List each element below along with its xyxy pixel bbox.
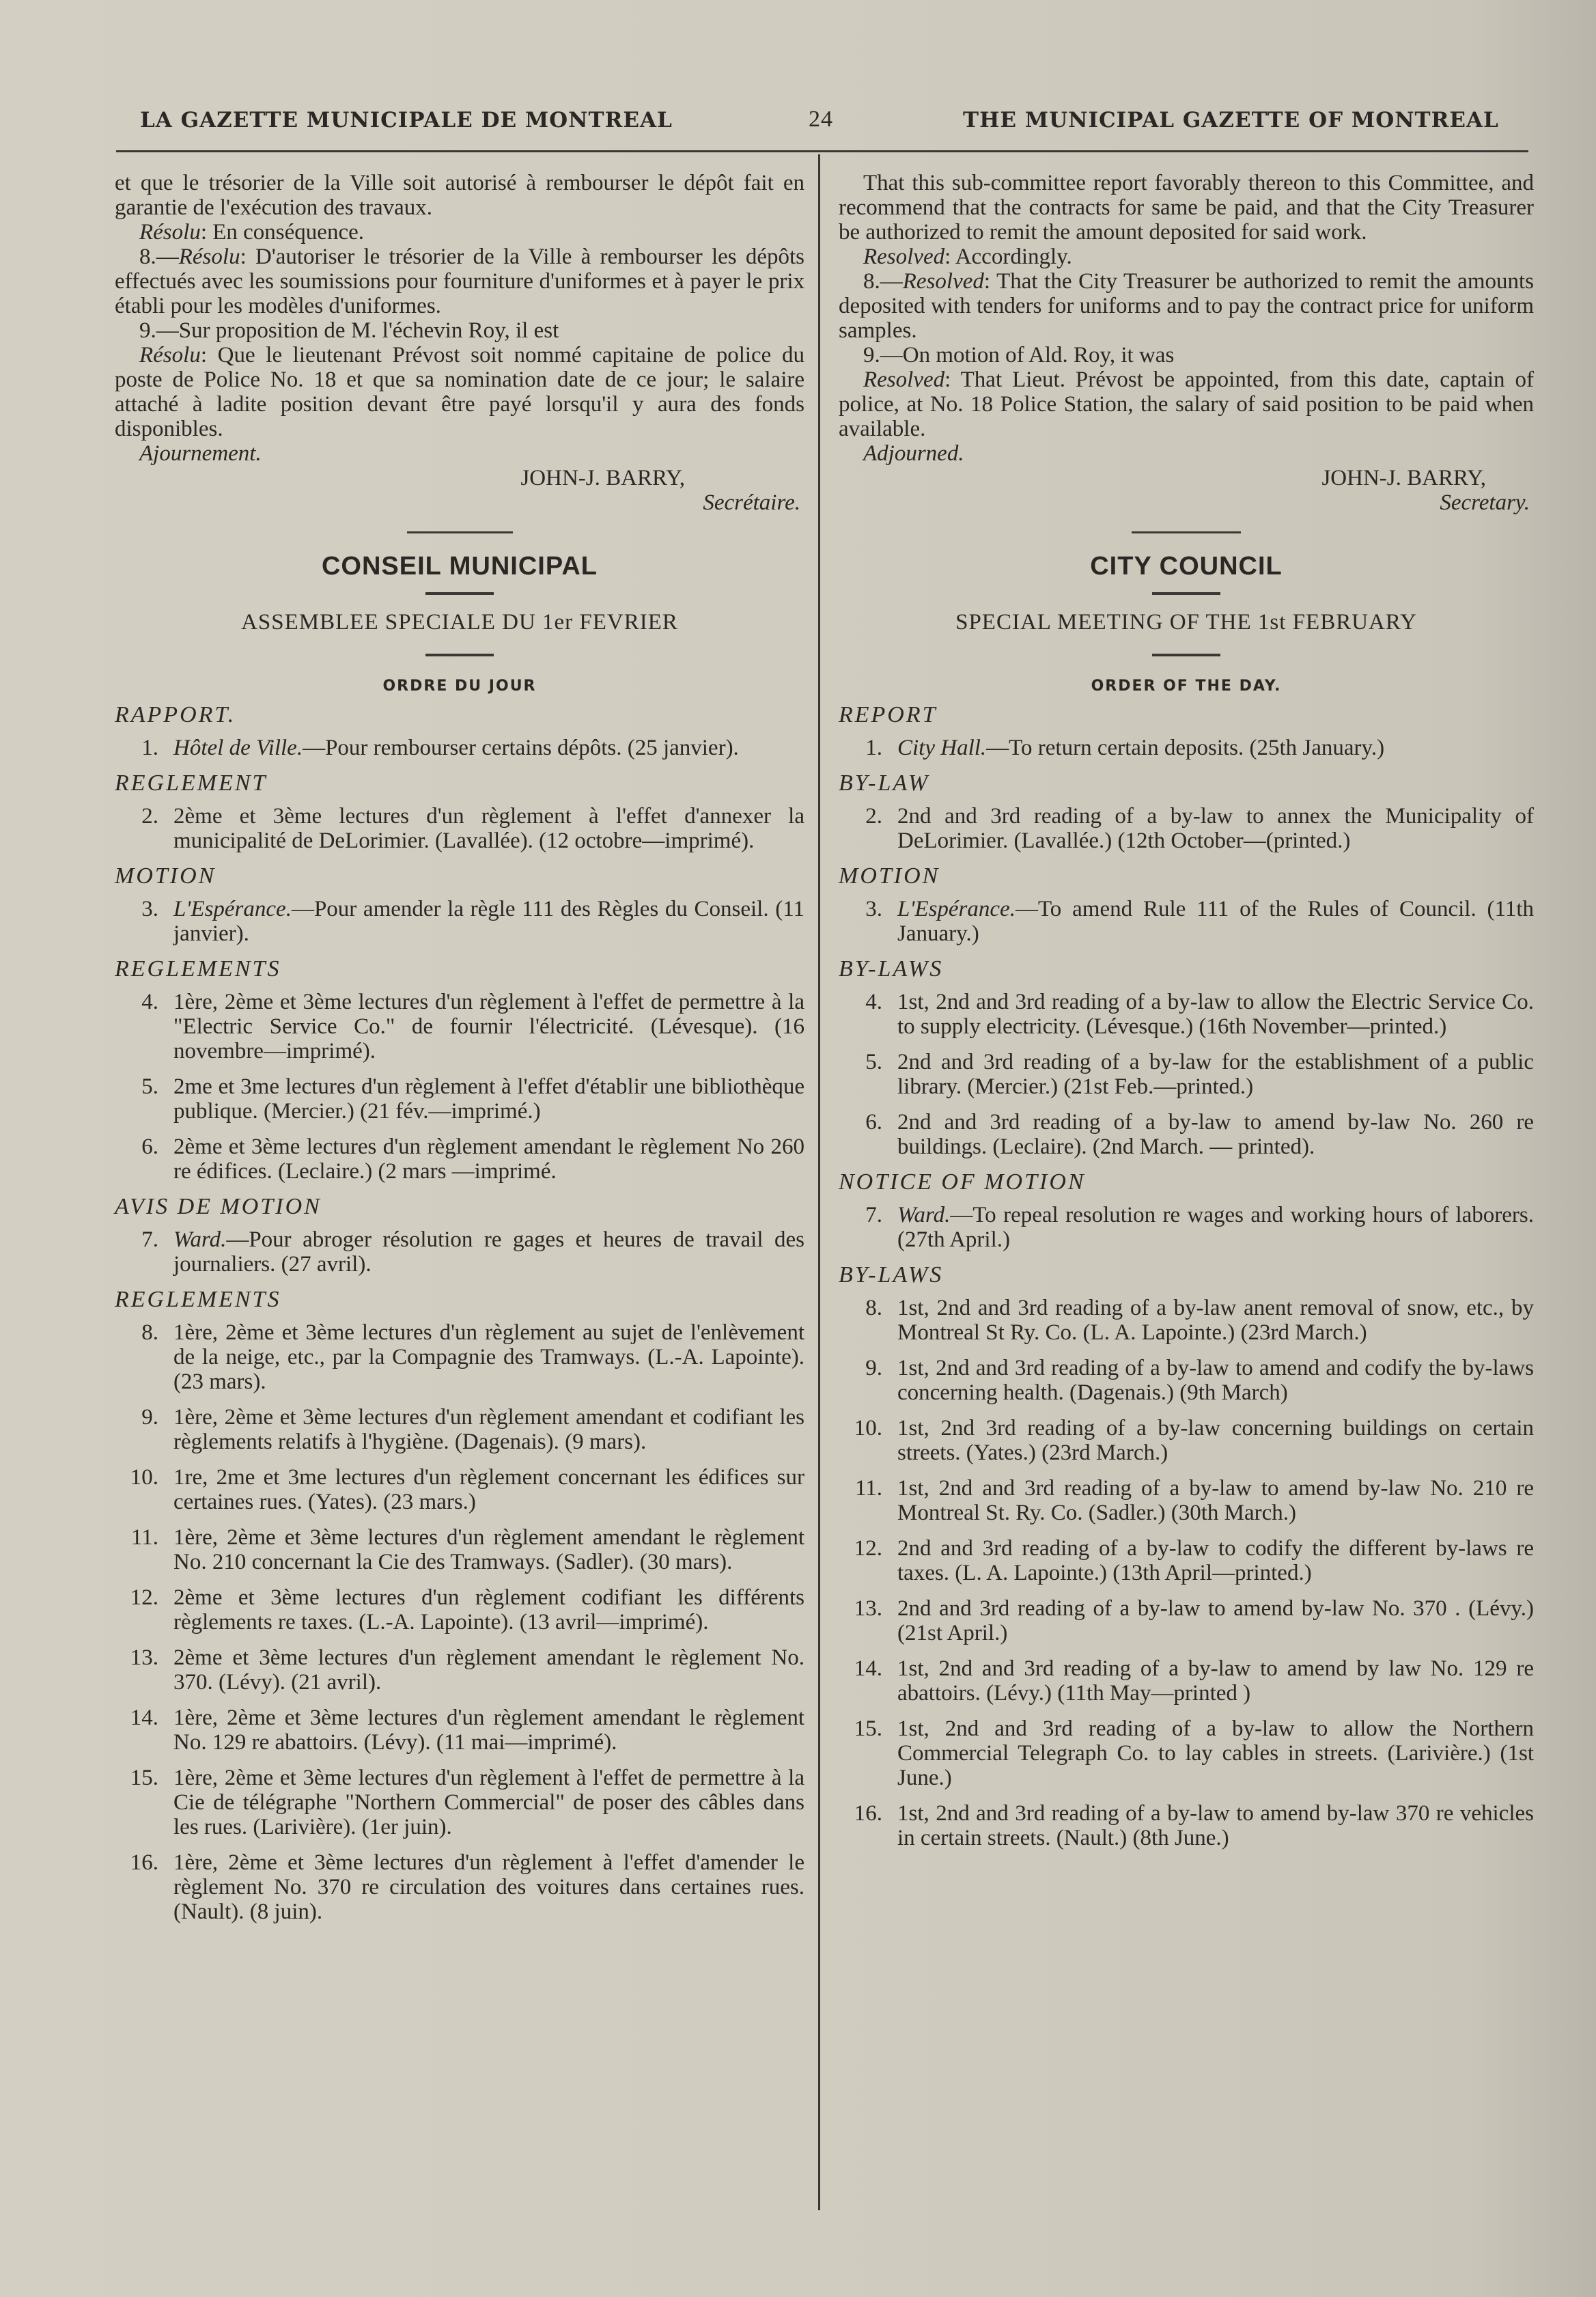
fr-item-body: 2me et 3me lectures d'un règlement à l'effet d'établir une bibliothèque publique. (Mercier.) (21 fév.—imprimé.) xyxy=(173,1074,804,1124)
fr-item-text xyxy=(173,1766,804,1839)
en-item-number: 13. xyxy=(854,1596,882,1621)
fr-item-body: 1ère, 2ème et 3ème lectures d'un règlement à l'effet de permettre à la Cie de télégraphe "Northern Commercial" de poser des câbles dans les rues. (Larivière). (1er juin). xyxy=(173,1766,804,1839)
en-item-body: 1st, 2nd and 3rd reading of a by-law to allow the Electric Service Co. to supply electricity. (Lévesque.) (16th November—printed.) xyxy=(897,990,1534,1039)
fr-agenda-item xyxy=(115,1525,804,1574)
en-item-body: 1st, 2nd and 3rd reading of a by-law anent removal of snow, etc., by Montreal St Ry. Co. (L. A. Lapointe.) (23rd March.) xyxy=(897,1296,1534,1345)
en-item-number: 1. xyxy=(865,736,882,760)
fr-resolution-9 xyxy=(115,343,804,441)
en-signer-title: Secretary. xyxy=(1440,490,1530,515)
en-item-body: 1st, 2nd and 3rd reading of a by-law to allow the Northern Commercial Telegraph Co. to lay cables in streets. (Larivière.) (1st June.) xyxy=(897,1716,1534,1790)
en-resolved-text: : Accordingly. xyxy=(944,245,1072,269)
fr-item-number: 6. xyxy=(141,1134,158,1159)
fr-p8-text: : D'autoriser le trésorier de la Ville à rembourser les dépôts effectués avec les soumissions pour fourniture d'uniformes et à payer le prix établi pour les modèles d'uniformes. xyxy=(115,245,804,318)
en-section-heading: BY-LAWS xyxy=(839,1262,944,1287)
header-left-title: LA GAZETTE MUNICIPALE DE MONTREAL xyxy=(140,108,673,133)
fr-agenda-item xyxy=(115,1227,804,1277)
fr-meeting-title: ASSEMBLEE SPECIALE DU 1er FEVRIER xyxy=(241,610,678,635)
en-item-lead: Ward. xyxy=(897,1203,951,1227)
en-item-text xyxy=(897,897,1534,946)
fr-item-text xyxy=(173,1074,804,1124)
en-item-lead: L'Espérance. xyxy=(897,897,1016,921)
en-agenda-item xyxy=(839,1596,1534,1645)
fr-item-lead: Hôtel de Ville. xyxy=(173,736,303,760)
en-item-number: 5. xyxy=(865,1050,882,1074)
en-item-text xyxy=(897,1050,1534,1099)
en-agenda-item xyxy=(839,990,1534,1039)
fr-p8-label: Résolu xyxy=(178,245,240,269)
fr-item-text xyxy=(173,1227,804,1277)
french-column xyxy=(115,171,804,1935)
en-item-text xyxy=(897,736,1534,760)
fr-item-number: 9. xyxy=(141,1405,158,1430)
fr-agenda-item xyxy=(115,1706,804,1755)
en-item-lead: City Hall. xyxy=(897,736,987,760)
fr-item-body: 2ème et 3ème lectures d'un règlement amendant le règlement No 260 re édifices. (Leclaire.) (2 mars —imprimé. xyxy=(173,1134,804,1184)
fr-item-number: 13. xyxy=(130,1645,158,1670)
fr-intro-resolution xyxy=(115,220,804,245)
en-section-heading: NOTICE OF MOTION xyxy=(839,1169,1086,1195)
fr-item-text xyxy=(173,1585,804,1634)
en-item-text xyxy=(897,804,1534,853)
en-item-text xyxy=(897,1716,1534,1790)
fr-agenda-item xyxy=(115,1320,804,1394)
fr-item-body: 2ème et 3ème lectures d'un règlement à l'effet d'annexer la municipalité de DeLorimier. (Lavallée). (12 octobre—imprimé). xyxy=(173,804,804,853)
en-item-text xyxy=(897,1356,1534,1405)
fr-p9-text: : Que le lieutenant Prévost soit nommé capitaine de police du poste de Police No. 18 et que sa nomination date de ce jour; le salaire attaché à ladite position devant être payé lorsqu'il y aura des fonds disponibles. xyxy=(115,343,804,441)
en-item-number: 16. xyxy=(854,1801,882,1826)
en-section-heading: BY-LAWS xyxy=(839,956,944,982)
fr-item-body: 1ère, 2ème et 3ème lectures d'un règlement à l'effet d'amender le règlement No. 370 re circulation des voitures dans certaines rues. (Nault). (8 juin). xyxy=(173,1850,804,1924)
en-agenda-item xyxy=(839,1801,1534,1850)
fr-item-body: 1ère, 2ème et 3ème lectures d'un règlement amendant le règlement No. 210 concernant la Cie des Tramways. (Sadler). (30 mars). xyxy=(173,1525,804,1574)
fr-item-text xyxy=(173,736,804,760)
fr-section-heading: AVIS DE MOTION xyxy=(115,1194,322,1219)
en-item-body: 2nd and 3rd reading of a by-law for the establishment of a public library. (Mercier.) (21st Feb.—printed.) xyxy=(897,1050,1534,1099)
en-agenda-item xyxy=(839,736,1534,760)
fr-resolution-8 xyxy=(115,245,804,318)
fr-section-heading: MOTION xyxy=(115,863,216,889)
fr-item-text xyxy=(173,1850,804,1924)
fr-item-body: —Pour abroger résolution re gages et heures de travail des journaliers. (27 avril). xyxy=(173,1227,804,1277)
en-item-body: —To repeal resolution re wages and working hours of laborers. (27th April.) xyxy=(897,1203,1534,1252)
en-item-text xyxy=(897,1110,1534,1159)
en-item-text xyxy=(897,1801,1534,1850)
en-divider-3 xyxy=(1152,654,1220,656)
en-adjournment: Adjourned. xyxy=(863,441,964,466)
fr-item-number: 15. xyxy=(130,1766,158,1790)
fr-item-text xyxy=(173,1645,804,1695)
en-item-number: 4. xyxy=(865,990,882,1014)
fr-item-body: 1ère, 2ème et 3ème lectures d'un règlement amendant le règlement No. 129 re abattoirs. (Lévy). (11 mai—imprimé). xyxy=(173,1706,804,1755)
en-resolution-9 xyxy=(839,367,1534,441)
fr-item-text xyxy=(173,1525,804,1574)
en-item-number: 11. xyxy=(854,1476,882,1501)
fr-item-lead: Ward. xyxy=(173,1227,227,1252)
en-item-text xyxy=(897,1203,1534,1252)
en-item-text xyxy=(897,1416,1534,1465)
en-signer: JOHN-J. BARRY, xyxy=(1321,466,1486,490)
en-item-number: 7. xyxy=(865,1203,882,1227)
fr-item-text xyxy=(173,1134,804,1184)
fr-p8-num: 8.— xyxy=(139,245,179,269)
en-intro-resolution xyxy=(839,245,1534,269)
fr-item-body: —Pour amender la règle 111 des Règles du Conseil. (11 janvier). xyxy=(173,897,804,946)
fr-item-body: 2ème et 3ème lectures d'un règlement amendant le règlement No. 370. (Lévy). (21 avril). xyxy=(173,1645,804,1695)
en-agenda-item xyxy=(839,1716,1534,1790)
fr-agenda-item xyxy=(115,736,804,760)
fr-item-text xyxy=(173,1706,804,1755)
en-agenda-item xyxy=(839,1203,1534,1252)
fr-section-heading: REGLEMENTS xyxy=(115,1287,281,1312)
en-section-heading: REPORT xyxy=(839,702,938,727)
header-rule xyxy=(116,150,1528,152)
fr-divider-3 xyxy=(425,654,494,656)
en-divider xyxy=(1132,531,1241,533)
en-motion-9: 9.—On motion of Ald. Roy, it was xyxy=(863,343,1175,367)
en-p8-num: 8.— xyxy=(863,269,903,294)
en-p8-label: Resolved xyxy=(902,269,984,294)
fr-item-lead: L'Espérance. xyxy=(173,897,292,921)
fr-item-number: 8. xyxy=(141,1320,158,1345)
en-agenda-item xyxy=(839,1476,1534,1525)
fr-item-text xyxy=(173,1405,804,1454)
en-item-body: 1st, 2nd and 3rd reading of a by-law to amend by-law No. 210 re Montreal St. Ry. Co. (Sadler.) (30th March.) xyxy=(897,1476,1534,1525)
fr-section-heading: REGLEMENTS xyxy=(115,956,281,982)
en-item-body: 2nd and 3rd reading of a by-law to amend by-law No. 260 re buildings. (Leclaire). (2nd March. — printed). xyxy=(897,1110,1534,1159)
en-item-body: —To return certain deposits. (25th January.) xyxy=(986,736,1385,760)
en-intro-paragraph: That this sub-committee report favorably thereon to this Committee, and recommend that the contracts for same be paid, and that the City Treasurer be authorized to remit the amount deposited for said work. xyxy=(839,171,1534,245)
fr-agenda-item xyxy=(115,897,804,946)
fr-agenda-item xyxy=(115,1405,804,1454)
fr-item-number: 1. xyxy=(141,736,158,760)
fr-item-number: 5. xyxy=(141,1074,158,1099)
fr-agenda-item xyxy=(115,1465,804,1514)
header-right-title: THE MUNICIPAL GAZETTE OF MONTREAL xyxy=(963,108,1499,133)
fr-agenda-item xyxy=(115,1850,804,1924)
en-p8-text: : That the City Treasurer be authorized to remit the amounts deposited with tenders for uniforms and to pay the contract price for uniform samples. xyxy=(839,269,1534,343)
en-item-body: —To amend Rule 111 of the Rules of Council. (11th January.) xyxy=(897,897,1534,946)
fr-agenda-item xyxy=(115,1134,804,1184)
en-agenda-item xyxy=(839,897,1534,946)
fr-divider xyxy=(407,531,513,533)
en-item-body: 1st, 2nd and 3rd reading of a by-law to amend by law No. 129 re abattoirs. (Lévy.) (11th May—printed ) xyxy=(897,1656,1534,1706)
en-item-number: 6. xyxy=(865,1110,882,1134)
fr-item-number: 10. xyxy=(130,1465,158,1490)
fr-agenda-item xyxy=(115,1074,804,1124)
fr-item-number: 3. xyxy=(141,897,158,921)
fr-resolu-text: : En conséquence. xyxy=(200,220,364,245)
fr-divider-2 xyxy=(425,592,494,595)
en-item-text xyxy=(897,1536,1534,1585)
fr-signer: JOHN-J. BARRY, xyxy=(520,466,685,490)
fr-intro-paragraph: et que le trésorier de la Ville soit autorisé à rembourser le dépôt fait en garantie de l'exécution des travaux. xyxy=(115,171,804,220)
fr-agenda-item xyxy=(115,804,804,853)
en-agenda-item xyxy=(839,1416,1534,1465)
fr-item-body: 1ère, 2ème et 3ème lectures d'un règlement à l'effet de permettre à la "Electric Service Co." de fournir l'électricité. (Lévesque). (16 novembre—imprimé). xyxy=(173,990,804,1063)
en-agenda-item xyxy=(839,1656,1534,1706)
fr-section-heading: REGLEMENT xyxy=(115,770,268,796)
en-meeting-title: SPECIAL MEETING OF THE 1st FEBRUARY xyxy=(955,610,1417,635)
en-divider-2 xyxy=(1152,592,1220,595)
fr-agenda xyxy=(115,703,804,1924)
fr-resolu-label: Résolu xyxy=(139,220,201,245)
en-council-title: CITY COUNCIL xyxy=(1090,552,1283,581)
fr-section-heading: RAPPORT. xyxy=(115,702,236,727)
fr-item-text xyxy=(173,1320,804,1394)
en-item-number: 15. xyxy=(854,1716,882,1741)
fr-agenda-item xyxy=(115,990,804,1063)
en-agenda xyxy=(839,703,1534,1850)
fr-item-body: —Pour rembourser certains dépôts. (25 janvier). xyxy=(303,736,739,760)
fr-item-number: 4. xyxy=(141,990,158,1014)
en-item-number: 8. xyxy=(865,1296,882,1320)
en-agenda-item xyxy=(839,1110,1534,1159)
fr-p9-label: Résolu xyxy=(139,343,201,367)
en-item-text xyxy=(897,1296,1534,1345)
en-agenda-item xyxy=(839,804,1534,853)
en-item-number: 12. xyxy=(854,1536,882,1561)
en-item-body: 1st, 2nd and 3rd reading of a by-law to amend by-law 370 re vehicles in certain streets. (Nault.) (8th June.) xyxy=(897,1801,1534,1850)
fr-item-body: 2ème et 3ème lectures d'un règlement codifiant les différents règlements re taxes. (L.-A. Lapointe). (13 avril—imprimé). xyxy=(173,1585,804,1634)
fr-order-title: ORDRE DU JOUR xyxy=(382,678,537,695)
en-p9-label: Resolved xyxy=(863,367,945,392)
en-section-heading: BY-LAW xyxy=(839,770,930,796)
fr-adjournment: Ajournement. xyxy=(139,441,262,466)
en-item-text xyxy=(897,1596,1534,1645)
en-item-text xyxy=(897,1476,1534,1525)
fr-item-text xyxy=(173,804,804,853)
en-p9-text: : That Lieut. Prévost be appointed, from this date, captain of police, at No. 18 Police Station, the salary of said position to be paid when available. xyxy=(839,367,1534,441)
en-item-number: 10. xyxy=(854,1416,882,1440)
fr-agenda-item xyxy=(115,1585,804,1634)
fr-item-number: 16. xyxy=(130,1850,158,1875)
en-item-number: 9. xyxy=(865,1356,882,1380)
en-item-body: 2nd and 3rd reading of a by-law to amend by-law No. 370 . (Lévy.) (21st April.) xyxy=(897,1596,1534,1645)
fr-item-number: 11. xyxy=(130,1525,158,1550)
en-item-number: 3. xyxy=(865,897,882,921)
fr-item-body: 1ère, 2ème et 3ème lectures d'un règlement amendant et codifiant les règlements relatifs à l'hygiène. (Dagenais). (9 mars). xyxy=(173,1405,804,1454)
fr-agenda-item xyxy=(115,1645,804,1695)
fr-item-text xyxy=(173,990,804,1063)
en-agenda-item xyxy=(839,1356,1534,1405)
en-item-text xyxy=(897,1656,1534,1706)
en-item-text xyxy=(897,990,1534,1039)
fr-motion-9: 9.—Sur proposition de M. l'échevin Roy, il est xyxy=(139,318,559,343)
en-order-title: ORDER OF THE DAY. xyxy=(1091,678,1282,695)
fr-council-title: CONSEIL MUNICIPAL xyxy=(321,552,598,581)
fr-item-text xyxy=(173,897,804,946)
en-agenda-item xyxy=(839,1536,1534,1585)
en-item-body: 2nd and 3rd reading of a by-law to annex the Municipality of DeLorimier. (Lavallée.) (12th October—(printed.) xyxy=(897,804,1534,853)
english-column xyxy=(839,171,1534,1861)
column-divider xyxy=(818,154,820,2210)
fr-item-body: 1ère, 2ème et 3ème lectures d'un règlement au sujet de l'enlèvement de la neige, etc., par la Compagnie des Tramways. (L.-A. Lapointe). (23 mars). xyxy=(173,1320,804,1394)
fr-signer-title: Secrétaire. xyxy=(703,490,800,515)
fr-item-number: 2. xyxy=(141,804,158,829)
en-item-body: 1st, 2nd 3rd reading of a by-law concerning buildings on certain streets. (Yates.) (23rd March.) xyxy=(897,1416,1534,1465)
en-item-number: 2. xyxy=(865,804,882,829)
en-item-number: 14. xyxy=(854,1656,882,1681)
page-number: 24 xyxy=(809,107,833,132)
fr-item-number: 12. xyxy=(130,1585,158,1610)
en-agenda-item xyxy=(839,1050,1534,1099)
en-section-heading: MOTION xyxy=(839,863,940,889)
en-item-body: 2nd and 3rd reading of a by-law to codify the different by-laws re taxes. (L. A. Lapointe.) (13th April—printed.) xyxy=(897,1536,1534,1585)
fr-item-number: 7. xyxy=(141,1227,158,1252)
en-item-body: 1st, 2nd and 3rd reading of a by-law to amend and codify the by-laws concerning health. (Dagenais.) (9th March) xyxy=(897,1356,1534,1405)
fr-item-number: 14. xyxy=(130,1706,158,1730)
en-resolved-label: Resolved xyxy=(863,245,945,269)
fr-item-body: 1re, 2me et 3me lectures d'un règlement concernant les édifices sur certaines rues. (Yates). (23 mars.) xyxy=(173,1465,804,1514)
en-agenda-item xyxy=(839,1296,1534,1345)
fr-agenda-item xyxy=(115,1766,804,1839)
fr-item-text xyxy=(173,1465,804,1514)
en-resolution-8 xyxy=(839,269,1534,343)
